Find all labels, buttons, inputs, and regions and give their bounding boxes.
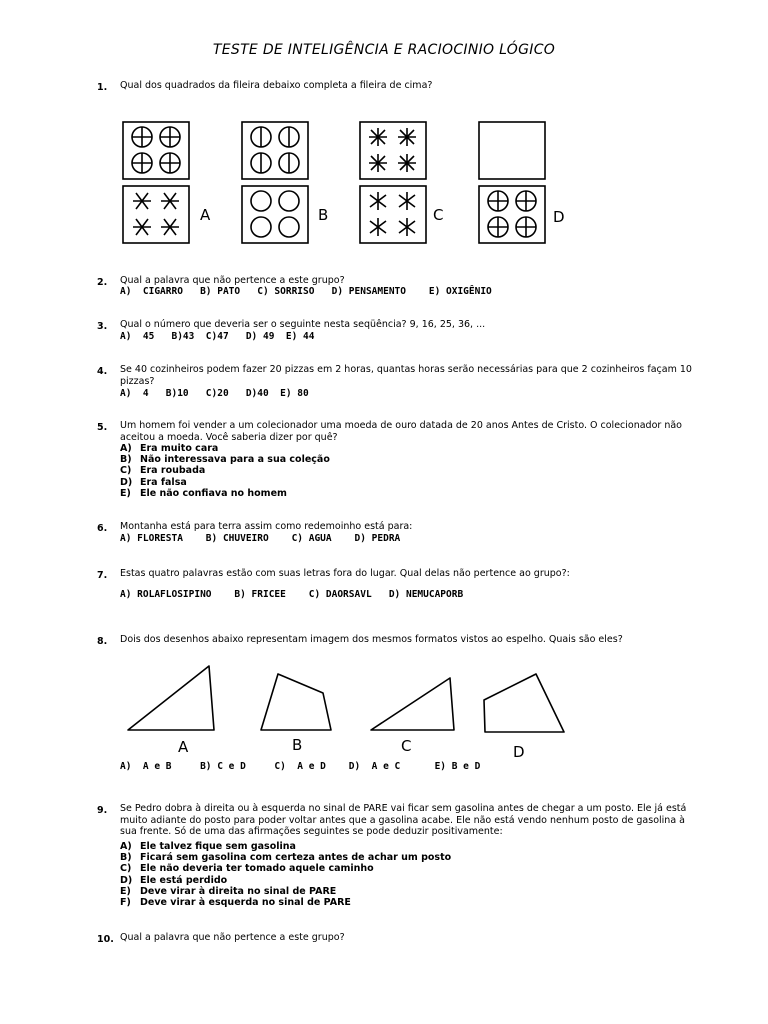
x-cross-icon	[133, 193, 179, 235]
shape-c	[371, 678, 454, 730]
option-letter: A)	[120, 841, 132, 852]
option-letter: F)	[120, 897, 131, 909]
question-number: 3.	[97, 321, 108, 332]
square-top-1	[123, 122, 189, 179]
question-number: 1.	[97, 82, 108, 93]
question-number: 10.	[97, 934, 114, 945]
option-text: Ele não deveria ter tomado aquele caminho	[140, 863, 374, 875]
answer-option	[120, 443, 330, 454]
answer-option	[120, 863, 451, 874]
answer-options: A) CIGARRO B) PATO C) SORRISO D) PENSAMENTO E) OXIGÊNIO	[120, 286, 492, 297]
answer-option	[120, 852, 451, 863]
option-letter: B)	[120, 852, 132, 864]
question-text: Qual dos quadrados da fileira debaixo completa a fileira de cima?	[120, 80, 433, 91]
option-square-c	[360, 186, 426, 243]
question-text: Dois dos desenhos abaixo representam imagem dos mesmos formatos vistos ao espelho. Quais são eles?	[120, 634, 623, 645]
option-letter: E)	[120, 487, 131, 499]
option-letter: C)	[120, 465, 132, 477]
answer-option	[120, 875, 451, 886]
question-text: Qual o número que deveria ser o seguinte nesta seqüência? 9, 16, 25, 36, ...	[120, 319, 486, 330]
question-text: Se Pedro dobra à direita ou à esquerda no sinal de PARE vai ficar sem gasolina antes de chegar a um posto. Ele já está muito adiante do posto para poder voltar antes que a gasolina acabe. Ele não está vendo nenhum posto de gasolina à sua frente. Só de uma das afirmações seguintes se pode deduzir positivamente:	[120, 803, 687, 837]
option-label-a: A	[200, 206, 211, 224]
answer-option	[120, 841, 451, 852]
question-number: 2.	[97, 277, 108, 288]
shape-label-b: B	[292, 736, 303, 754]
circle-cross-icon	[488, 191, 536, 237]
q8-figure	[118, 660, 573, 760]
question-text: Qual a palavra que não pertence a este grupo?	[120, 932, 345, 943]
answer-options: A) A e B B) C e D C) A e D D) A e C E) B e D	[120, 761, 481, 772]
page-title: TESTE DE INTELIGÊNCIA E RACIOCINIO LÓGICO	[212, 42, 556, 58]
question-text: Se 40 cozinheiros podem fazer 20 pizzas em 2 horas, quantas horas serão necessárias para que 2 cozinheiros façam 10 pizzas?	[120, 364, 692, 387]
option-letter: A)	[120, 443, 132, 454]
answer-list	[120, 443, 330, 499]
answer-options: A) 45 B)43 C)47 D) 49 E) 44	[120, 331, 315, 342]
shape-a	[128, 666, 214, 730]
shape-label-d: D	[513, 743, 525, 760]
shape-d	[484, 674, 564, 732]
option-text: Ele está perdido	[140, 874, 228, 886]
option-text: Não interessava para a sua coleção	[140, 454, 330, 466]
question-number: 8.	[97, 636, 108, 647]
option-letter: C)	[120, 863, 132, 875]
option-text: Deve virar à direita no sinal de PARE	[140, 885, 337, 897]
circle-cross-icon	[132, 127, 180, 173]
answer-option	[120, 465, 330, 476]
question-number: 9.	[97, 805, 108, 816]
shape-b	[261, 674, 331, 730]
circle-vertical-line-icon	[251, 127, 299, 173]
answer-option	[120, 886, 451, 897]
option-text: Ele talvez fique sem gasolina	[140, 841, 296, 852]
option-text: Era roubada	[140, 465, 206, 477]
option-letter: D)	[120, 874, 133, 886]
option-text: Deve virar à esquerda no sinal de PARE	[140, 897, 351, 909]
question-text: Qual a palavra que não pertence a este grupo?	[120, 275, 345, 286]
answer-option	[120, 488, 330, 499]
question-number: 7.	[97, 570, 108, 581]
option-label-b: B	[318, 206, 329, 224]
option-label-c: C	[433, 206, 444, 224]
option-text: Ele não confiava no homem	[140, 487, 287, 499]
square-top-3	[360, 122, 426, 179]
question-number: 6.	[97, 523, 108, 534]
option-square-b	[242, 186, 308, 243]
option-letter: E)	[120, 885, 131, 897]
answer-option	[120, 454, 330, 465]
question-number: 4.	[97, 366, 108, 377]
option-text: Ficará sem gasolina com certeza antes de achar um posto	[140, 852, 452, 864]
vertical-cross-icon	[370, 192, 415, 236]
circle-icon	[251, 191, 299, 237]
answer-option	[120, 477, 330, 488]
answer-options: A) FLORESTA B) CHUVEIRO C) AGUA D) PEDRA	[120, 533, 401, 544]
answer-options: A) ROLAFLOSIPINO B) FRICEE C) DAORSAVL D) NEMUCAPORB	[120, 589, 464, 600]
asterisk-icon	[369, 128, 416, 172]
answer-option	[120, 897, 451, 908]
option-letter: B)	[120, 454, 132, 466]
question-text: Montanha está para terra assim como redemoinho está para:	[120, 521, 413, 532]
square-top-2	[242, 122, 308, 179]
option-label-d: D	[553, 208, 565, 226]
option-square-a	[123, 186, 189, 243]
q1-figure	[118, 118, 576, 246]
shape-label-a: A	[178, 738, 189, 756]
shape-label-c: C	[401, 737, 412, 755]
answer-list	[120, 841, 451, 908]
option-text: Era falsa	[140, 476, 187, 488]
question-text: Um homem foi vender a um colecionador uma moeda de ouro datada de 20 anos Antes de Cristo. O colecionador não aceitou a moeda. Você saberia dizer por quê?	[120, 420, 682, 443]
question-text: Estas quatro palavras estão com suas letras fora do lugar. Qual delas não pertence ao grupo?:	[120, 568, 570, 579]
question-number: 5.	[97, 422, 108, 433]
option-letter: D)	[120, 476, 133, 488]
answer-options: A) 4 B)10 C)20 D)40 E) 80	[120, 388, 309, 399]
square-top-empty	[479, 122, 545, 179]
option-text: Era muito cara	[140, 443, 219, 454]
option-square-d	[479, 186, 545, 243]
